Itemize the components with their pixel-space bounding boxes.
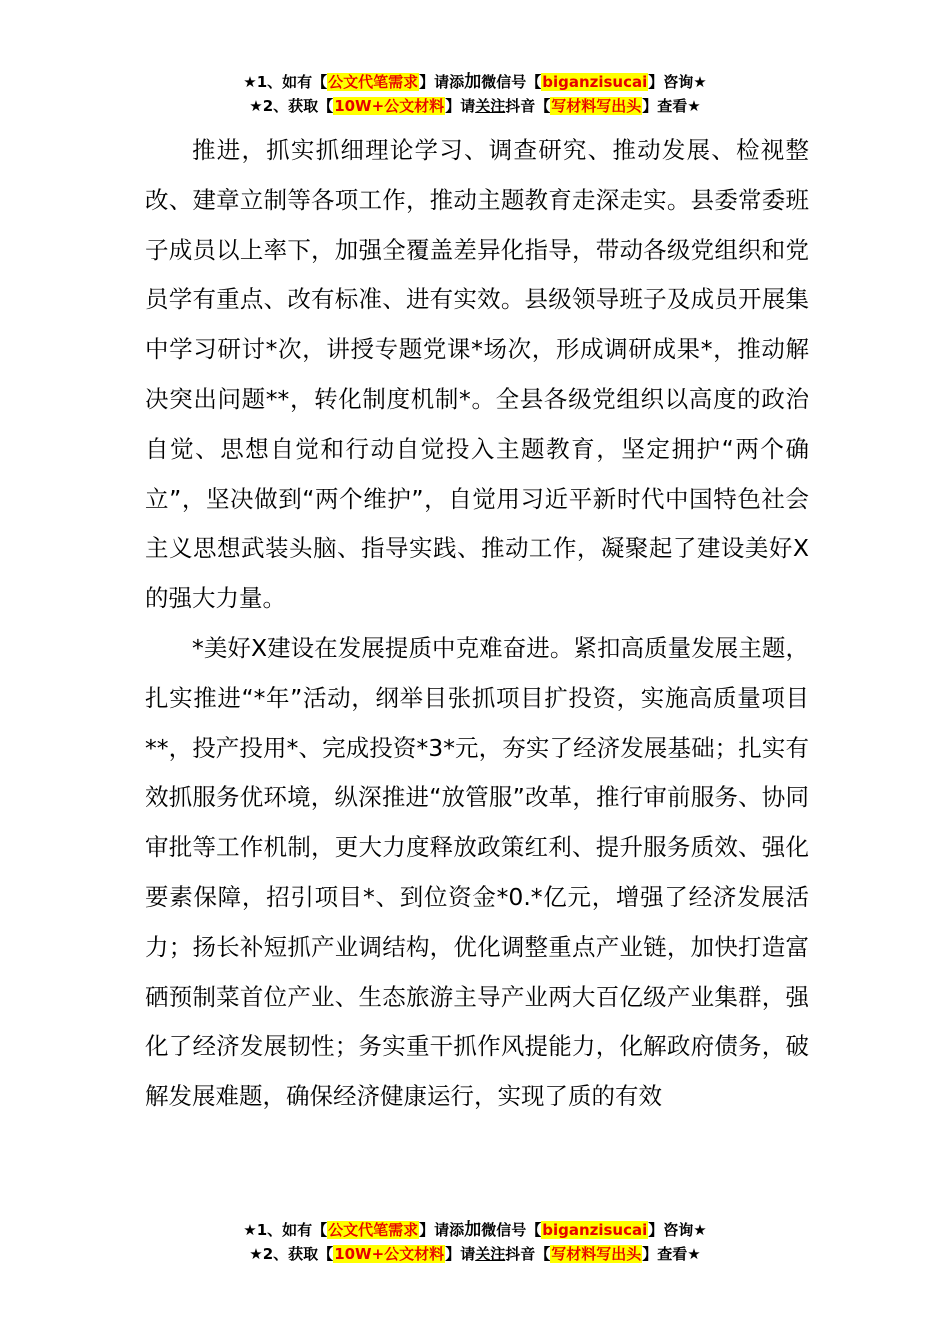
document-body	[145, 126, 809, 1122]
banner-text: ★2、获取【	[249, 1245, 334, 1263]
header-banner	[0, 70, 950, 118]
highlight-materials: 10W+公文材料	[334, 1245, 445, 1263]
banner-text: 抖音【	[505, 1245, 551, 1263]
highlight-service: 公文代笔需求	[328, 73, 419, 91]
footer-banner	[0, 1218, 950, 1266]
paragraph-2: *美好X建设在发展提质中克难奋进。紧扣高质量发展主题，扎实推进“*年”活动，纲举目张抓项目扩投资，实施高质量项目**，投产投用*、完成投资*3*元，夯实了经济发展基础；扎实有效抓服务优环境，纵深推进“放管服”改革，推行审前服务、协同审批等工作机制，更大力度释放政策红利、提升服务质效、强化要素保障，招引项目*、到位资金*0.*亿元，增强了经济发展活力；扬长补短抓产业调结构，优化调整重点产业链，加快打造富硒预制菜首位产业、生态旅游主导产业两大百亿级产业集群，强化了经济发展韧性；务实重干抓作风提能力，化解政府债务，破解发展难题，确保经济健康运行，实现了质的有效	[145, 633, 809, 1111]
highlight-douyin-id: 写材料写出头	[551, 97, 642, 115]
banner-text: 】咨询★	[648, 1221, 707, 1239]
highlight-service: 公文代笔需求	[328, 1221, 419, 1239]
banner-text: 微信号【	[481, 73, 542, 91]
banner-text: 】请	[445, 1245, 476, 1263]
banner-text: 】查看★	[642, 97, 701, 115]
banner-text: 】咨询★	[648, 73, 707, 91]
banner-bold-word: 加	[464, 1220, 482, 1240]
banner-text: ★2、获取【	[249, 97, 334, 115]
banner-underlined-word: 关注	[475, 97, 506, 115]
banner-text: 】查看★	[642, 1245, 701, 1263]
banner-line-1	[0, 1218, 950, 1242]
highlight-wechat-id: biganzisucai	[542, 73, 648, 91]
banner-line-2	[0, 94, 950, 118]
banner-text: 】请	[445, 97, 476, 115]
highlight-douyin-id: 写材料写出头	[551, 1245, 642, 1263]
banner-text: 微信号【	[481, 1221, 542, 1239]
banner-text: ★1、如有【	[243, 73, 328, 91]
banner-text: ★1、如有【	[243, 1221, 328, 1239]
banner-text: 】请添	[419, 1221, 465, 1239]
banner-bold-word: 加	[464, 72, 482, 92]
highlight-wechat-id: biganzisucai	[542, 1221, 648, 1239]
paragraph-1: 推进，抓实抓细理论学习、调查研究、推动发展、检视整改、建章立制等各项工作，推动主题教育走深走实。县委常委班子成员以上率下，加强全覆盖差异化指导，带动各级党组织和党员学有重点、改有标准、进有实效。县级领导班子及成员开展集中学习研讨*次，讲授专题党课*场次，形成调研成果*，推动解决突出问题**，转化制度机制*。全县各级党组织以高度的政治自觉、思想自觉和行动自觉投入主题教育，坚定拥护“两个确立”，坚决做到“两个维护”，自觉用习近平新时代中国特色社会主义思想武装头脑、指导实践、推动工作，凝聚起了建设美好X的强大力量。	[145, 136, 809, 613]
banner-line-1	[0, 70, 950, 94]
banner-underlined-word: 关注	[475, 1245, 506, 1263]
highlight-materials: 10W+公文材料	[334, 97, 445, 115]
banner-text: 抖音【	[505, 97, 551, 115]
banner-line-2	[0, 1242, 950, 1266]
banner-text: 】请添	[419, 73, 465, 91]
